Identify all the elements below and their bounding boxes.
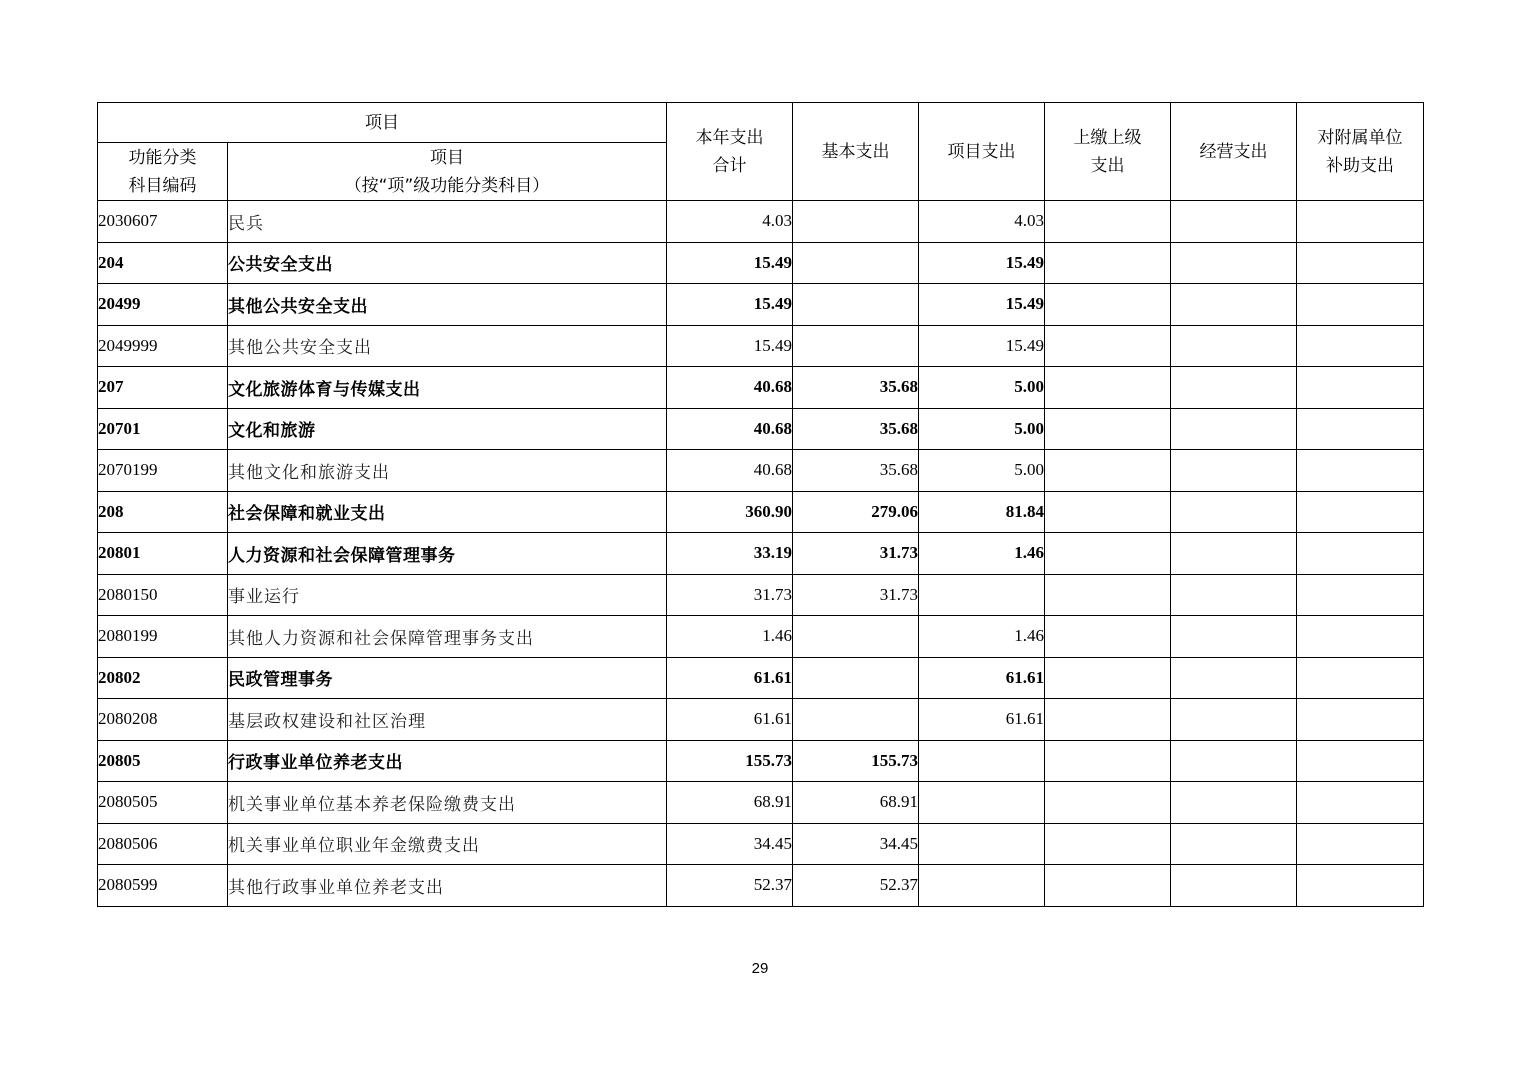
cell-subsidy: [1297, 325, 1424, 367]
cell-basic: 31.73: [793, 533, 919, 575]
cell-upper: [1045, 450, 1171, 492]
cell-subsidy: [1297, 367, 1424, 409]
cell-project: 15.49: [919, 242, 1045, 284]
cell-project: 1.46: [919, 616, 1045, 658]
table-row: [98, 657, 1424, 699]
cell-upper: [1045, 533, 1171, 575]
cell-subsidy: [1297, 699, 1424, 741]
cell-code: 2080505: [98, 782, 228, 824]
cell-name: 公共安全支出: [228, 242, 667, 284]
cell-subsidy: [1297, 242, 1424, 284]
header-item-group: 项目: [98, 103, 667, 143]
cell-business: [1171, 616, 1297, 658]
cell-total: 15.49: [667, 325, 793, 367]
table-row: [98, 533, 1424, 575]
cell-code: 20499: [98, 284, 228, 326]
table-row: [98, 740, 1424, 782]
cell-basic: 34.45: [793, 823, 919, 865]
cell-code: 2070199: [98, 450, 228, 492]
cell-total: 52.37: [667, 865, 793, 907]
cell-name: 基层政权建设和社区治理: [228, 699, 667, 741]
page-number: 29: [751, 960, 769, 977]
cell-business: [1171, 823, 1297, 865]
cell-subsidy: [1297, 201, 1424, 243]
cell-upper: [1045, 491, 1171, 533]
cell-subsidy: [1297, 284, 1424, 326]
cell-name: 行政事业单位养老支出: [228, 740, 667, 782]
cell-business: [1171, 491, 1297, 533]
cell-subsidy: [1297, 823, 1424, 865]
cell-name: 文化和旅游: [228, 408, 667, 450]
cell-business: [1171, 367, 1297, 409]
cell-basic: [793, 325, 919, 367]
table-row: [98, 367, 1424, 409]
table-row: [98, 242, 1424, 284]
cell-code: 20701: [98, 408, 228, 450]
cell-total: 31.73: [667, 574, 793, 616]
cell-upper: [1045, 782, 1171, 824]
cell-business: [1171, 284, 1297, 326]
cell-subsidy: [1297, 782, 1424, 824]
cell-project: 1.46: [919, 533, 1045, 575]
cell-total: 61.61: [667, 699, 793, 741]
cell-name: 民兵: [228, 201, 667, 243]
cell-code: 207: [98, 367, 228, 409]
table-row: [98, 865, 1424, 907]
cell-code: 2080199: [98, 616, 228, 658]
cell-code: 20802: [98, 657, 228, 699]
cell-code: 2080208: [98, 699, 228, 741]
cell-subsidy: [1297, 740, 1424, 782]
cell-total: 34.45: [667, 823, 793, 865]
cell-upper: [1045, 657, 1171, 699]
cell-upper: [1045, 325, 1171, 367]
cell-name: 其他公共安全支出: [228, 325, 667, 367]
cell-total: 360.90: [667, 491, 793, 533]
cell-name: 其他文化和旅游支出: [228, 450, 667, 492]
table-row: [98, 823, 1424, 865]
cell-name: 机关事业单位基本养老保险缴费支出: [228, 782, 667, 824]
cell-basic: [793, 201, 919, 243]
cell-project: 15.49: [919, 325, 1045, 367]
cell-project: 61.61: [919, 699, 1045, 741]
cell-basic: [793, 242, 919, 284]
table-row: [98, 491, 1424, 533]
cell-subsidy: [1297, 450, 1424, 492]
cell-total: 33.19: [667, 533, 793, 575]
header-basic: 基本支出: [793, 103, 919, 201]
cell-project: 5.00: [919, 367, 1045, 409]
cell-business: [1171, 699, 1297, 741]
table-row: [98, 284, 1424, 326]
table-row: [98, 699, 1424, 741]
header-project: 项目支出: [919, 103, 1045, 201]
cell-total: 40.68: [667, 408, 793, 450]
header-item-name: 项目 （按“项”级功能分类科目）: [228, 143, 667, 201]
header-business: 经营支出: [1171, 103, 1297, 201]
cell-code: 2080506: [98, 823, 228, 865]
cell-business: [1171, 450, 1297, 492]
cell-name: 事业运行: [228, 574, 667, 616]
cell-project: 61.61: [919, 657, 1045, 699]
cell-code: 20801: [98, 533, 228, 575]
cell-basic: 155.73: [793, 740, 919, 782]
cell-subsidy: [1297, 657, 1424, 699]
cell-total: 15.49: [667, 242, 793, 284]
cell-basic: 52.37: [793, 865, 919, 907]
cell-project: [919, 740, 1045, 782]
cell-code: 2030607: [98, 201, 228, 243]
cell-business: [1171, 325, 1297, 367]
cell-business: [1171, 574, 1297, 616]
cell-basic: [793, 284, 919, 326]
cell-project: 4.03: [919, 201, 1045, 243]
cell-project: [919, 865, 1045, 907]
cell-code: 2080150: [98, 574, 228, 616]
cell-project: 5.00: [919, 450, 1045, 492]
cell-subsidy: [1297, 616, 1424, 658]
header-subsidy: 对附属单位 补助支出: [1297, 103, 1424, 201]
cell-total: 4.03: [667, 201, 793, 243]
cell-total: 40.68: [667, 367, 793, 409]
table-row: [98, 616, 1424, 658]
cell-total: 15.49: [667, 284, 793, 326]
header-func-code: 功能分类 科目编码: [98, 143, 228, 201]
cell-upper: [1045, 242, 1171, 284]
cell-name: 文化旅游体育与传媒支出: [228, 367, 667, 409]
cell-basic: 31.73: [793, 574, 919, 616]
cell-project: 5.00: [919, 408, 1045, 450]
cell-basic: 35.68: [793, 367, 919, 409]
cell-basic: [793, 699, 919, 741]
table-body: [98, 201, 1424, 907]
cell-project: [919, 782, 1045, 824]
table-row: [98, 450, 1424, 492]
table-row: [98, 782, 1424, 824]
cell-basic: [793, 657, 919, 699]
cell-business: [1171, 740, 1297, 782]
cell-name: 其他人力资源和社会保障管理事务支出: [228, 616, 667, 658]
cell-basic: 35.68: [793, 450, 919, 492]
table-row: [98, 325, 1424, 367]
cell-name: 其他行政事业单位养老支出: [228, 865, 667, 907]
cell-subsidy: [1297, 865, 1424, 907]
cell-name: 其他公共安全支出: [228, 284, 667, 326]
cell-upper: [1045, 408, 1171, 450]
cell-subsidy: [1297, 574, 1424, 616]
cell-basic: [793, 616, 919, 658]
cell-basic: 279.06: [793, 491, 919, 533]
cell-upper: [1045, 616, 1171, 658]
cell-basic: 68.91: [793, 782, 919, 824]
cell-subsidy: [1297, 533, 1424, 575]
cell-name: 民政管理事务: [228, 657, 667, 699]
cell-total: 155.73: [667, 740, 793, 782]
cell-name: 人力资源和社会保障管理事务: [228, 533, 667, 575]
cell-business: [1171, 657, 1297, 699]
cell-business: [1171, 782, 1297, 824]
cell-name: 社会保障和就业支出: [228, 491, 667, 533]
cell-total: 68.91: [667, 782, 793, 824]
cell-upper: [1045, 865, 1171, 907]
header-upper: 上缴上级 支出: [1045, 103, 1171, 201]
cell-project: 81.84: [919, 491, 1045, 533]
cell-code: 20805: [98, 740, 228, 782]
cell-upper: [1045, 574, 1171, 616]
cell-project: 15.49: [919, 284, 1045, 326]
cell-project: [919, 574, 1045, 616]
cell-business: [1171, 865, 1297, 907]
cell-total: 1.46: [667, 616, 793, 658]
cell-subsidy: [1297, 491, 1424, 533]
cell-business: [1171, 201, 1297, 243]
cell-project: [919, 823, 1045, 865]
cell-name: 机关事业单位职业年金缴费支出: [228, 823, 667, 865]
cell-upper: [1045, 201, 1171, 243]
cell-code: 208: [98, 491, 228, 533]
cell-total: 40.68: [667, 450, 793, 492]
cell-upper: [1045, 823, 1171, 865]
cell-basic: 35.68: [793, 408, 919, 450]
cell-code: 2049999: [98, 325, 228, 367]
cell-upper: [1045, 740, 1171, 782]
expenditure-table: [97, 102, 1424, 907]
cell-upper: [1045, 367, 1171, 409]
cell-business: [1171, 242, 1297, 284]
header-total: 本年支出 合计: [667, 103, 793, 201]
table-row: [98, 574, 1424, 616]
cell-upper: [1045, 284, 1171, 326]
cell-business: [1171, 408, 1297, 450]
table-row: [98, 201, 1424, 243]
table-row: [98, 408, 1424, 450]
cell-total: 61.61: [667, 657, 793, 699]
cell-subsidy: [1297, 408, 1424, 450]
cell-business: [1171, 533, 1297, 575]
cell-code: 2080599: [98, 865, 228, 907]
cell-upper: [1045, 699, 1171, 741]
cell-code: 204: [98, 242, 228, 284]
